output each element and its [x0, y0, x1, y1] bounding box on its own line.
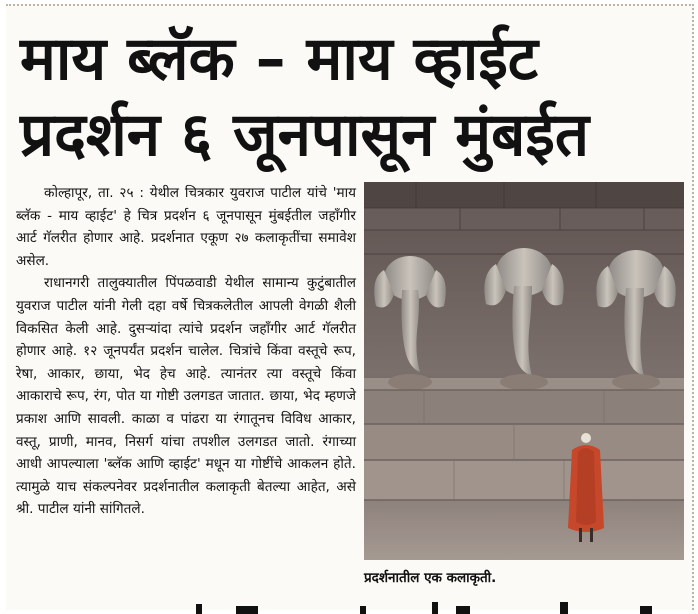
photo-caption: प्रदर्शनातील एक कलाकृती.: [364, 570, 497, 586]
headline: [20, 24, 680, 170]
cut-off-next-headline: [0, 596, 698, 614]
robed-figure: [568, 433, 604, 542]
headline-line-2: प्रदर्शन ६ जूनपासून मुंबईत: [20, 100, 590, 170]
headline-line-1: माय ब्लॅक – माय व्हाईट: [20, 24, 539, 94]
article-paragraph-1: कोल्हापूर, ता. २५ : येथील चित्रकार युवराज पाटील यांचे 'माय ब्लॅक - माय व्हाईट' हे चित्र प्रदर्शन ६ जूनपासून मुंबईतील जहाँगीर आर्ट गॅलरीत होणार आहे. प्रदर्शनात एकूण २७ कलाकृतींचा समावेश असेल.: [16, 185, 356, 269]
artwork-photo: [364, 182, 684, 560]
newspaper-clipping: [6, 4, 694, 610]
article-paragraph-2: राधानगरी तालुक्यातील पिंपळवाडी येथील सामान्य कुटुंबातील युवराज पाटील यांनी गेली दहा वर्षे चित्रकलेतील आपली वेगळी शैली विकसित केली आहे. दुसऱ्यांदा त्यांचे प्रदर्शन जहाँगीर आर्ट गॅलरीत होणार आहे. १२ जूनपर्यंत प्रदर्शन चालेल. चित्रांचे किंवा वस्तूचे रूप, रेषा, आकार, छाया, भेद हेच आहे. त्यानंतर त्या वस्तूचे किंवा आकाराचे रूप, रंग, पोत या गोष्टी उलगडत जातात. छाया, भेद म्हणजे प्रकाश आणि सावली. काळा व पांढरा या रंगातूनच विविध आकार, वस्तू, प्राणी, मानव, निसर्ग यांचा तपशील उलगडत जातो. रंगाच्या आधी आपल्याला 'ब्लॅक आणि व्हाईट' मधून या गोष्टींचे आकलन होते. त्यामुळे याच संकल्पनेवर प्रदर्शनातील कलाकृती बेतल्या आहेत, असे श्री. पाटील यांनी सांगितले.: [16, 275, 356, 518]
article-body: [16, 182, 356, 521]
